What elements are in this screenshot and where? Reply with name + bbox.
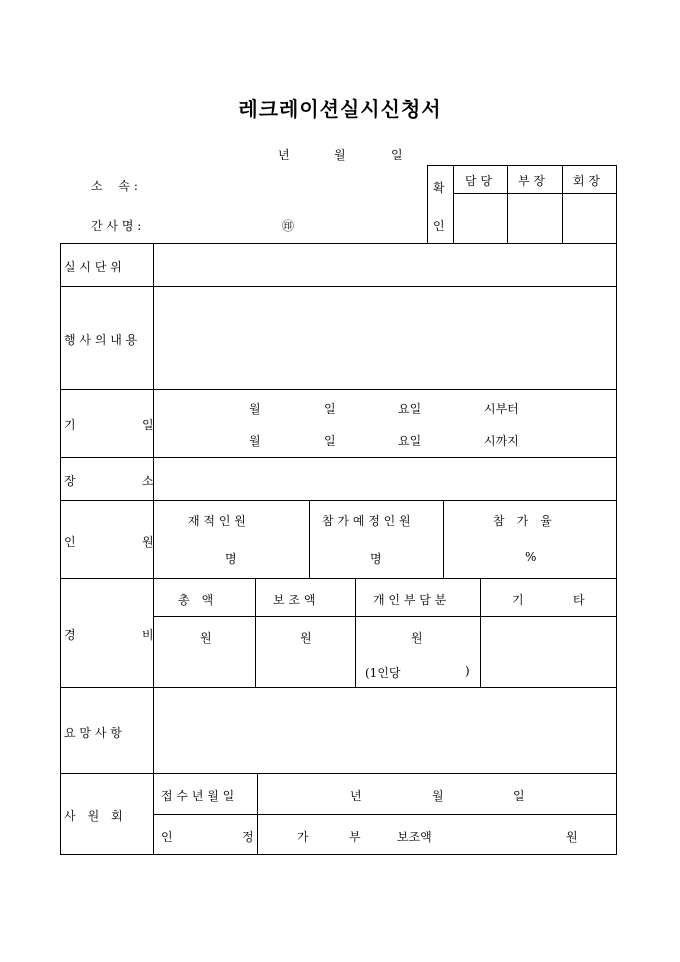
row-council-label: 사 원 회 [64,809,123,823]
per-person-open: (1인당 [365,666,401,680]
per-person-close: ) [465,664,470,678]
received-date-label: 접 수 년 월 일 [161,789,235,803]
cost-unit-total: 원 [200,631,212,645]
approve-label-a: 인 [161,830,173,844]
approve-no: 부 [349,830,361,844]
date-year: 년 [278,148,290,162]
affiliation-label: 소 속 : [91,179,138,193]
row-period-label-b: 일 [142,418,154,432]
row-unit-label: 실 시 단 위 [64,260,122,274]
people-unit-rate: % [525,550,537,564]
seal-mark: ㊞ [282,219,295,233]
cost-unit-subsidy: 원 [300,631,312,645]
people-header-rate: 참 가 율 [493,514,552,528]
approval-col-staff: 담 당 [465,174,492,188]
approval-col-head: 부 장 [518,174,545,188]
row-place-label-b: 소 [142,474,154,488]
cost-header-personal: 개 인 부 담 분 [373,593,447,607]
approval-label-top: 확 [433,181,445,195]
period-end-time: 시까지 [484,434,519,448]
row-people-label-b: 원 [142,535,154,549]
manager-label: 간 사 명 : [91,219,142,233]
people-unit-enrolled: 명 [225,552,237,566]
document-title: 레크레이션실시신청서 [238,97,442,121]
approve-subsidy: 보조액 [397,830,432,844]
approve-won: 원 [566,830,578,844]
approve-yes: 가 [297,830,309,844]
period-start-month: 월 [249,402,261,416]
row-cost-label-a: 경 [64,628,76,642]
row-request-label: 요 망 사 항 [64,726,122,740]
cost-header-subsidy: 보 조 액 [273,593,316,607]
period-end-weekday: 요일 [398,434,422,448]
row-period-label-a: 기 [64,418,76,432]
people-unit-expected: 명 [370,552,382,566]
date-month: 월 [334,148,346,162]
approval-label-bottom: 인 [433,219,445,233]
period-end-month: 월 [249,434,261,448]
row-people-label-a: 인 [64,535,76,549]
period-end-day: 일 [324,434,336,448]
cost-header-other-a: 기 [512,593,524,607]
received-year: 년 [350,789,362,803]
row-place-label-a: 장 [64,474,76,488]
people-header-expected: 참 가 예 정 인 원 [322,514,411,528]
row-cost-label-b: 비 [142,628,154,642]
cost-header-total: 총 액 [178,593,214,607]
approval-col-chair: 회 장 [573,174,600,188]
period-start-day: 일 [324,402,336,416]
approve-label-b: 정 [242,830,254,844]
row-content-label: 행 사 의 내 용 [64,333,138,347]
cost-header-other-b: 타 [573,593,585,607]
cost-unit-personal: 원 [411,631,423,645]
period-start-time: 시부터 [484,402,519,416]
received-month: 월 [432,789,444,803]
people-header-enrolled: 재 적 인 원 [188,514,246,528]
period-start-weekday: 요일 [398,402,422,416]
date-day: 일 [391,148,403,162]
received-day: 일 [513,789,525,803]
